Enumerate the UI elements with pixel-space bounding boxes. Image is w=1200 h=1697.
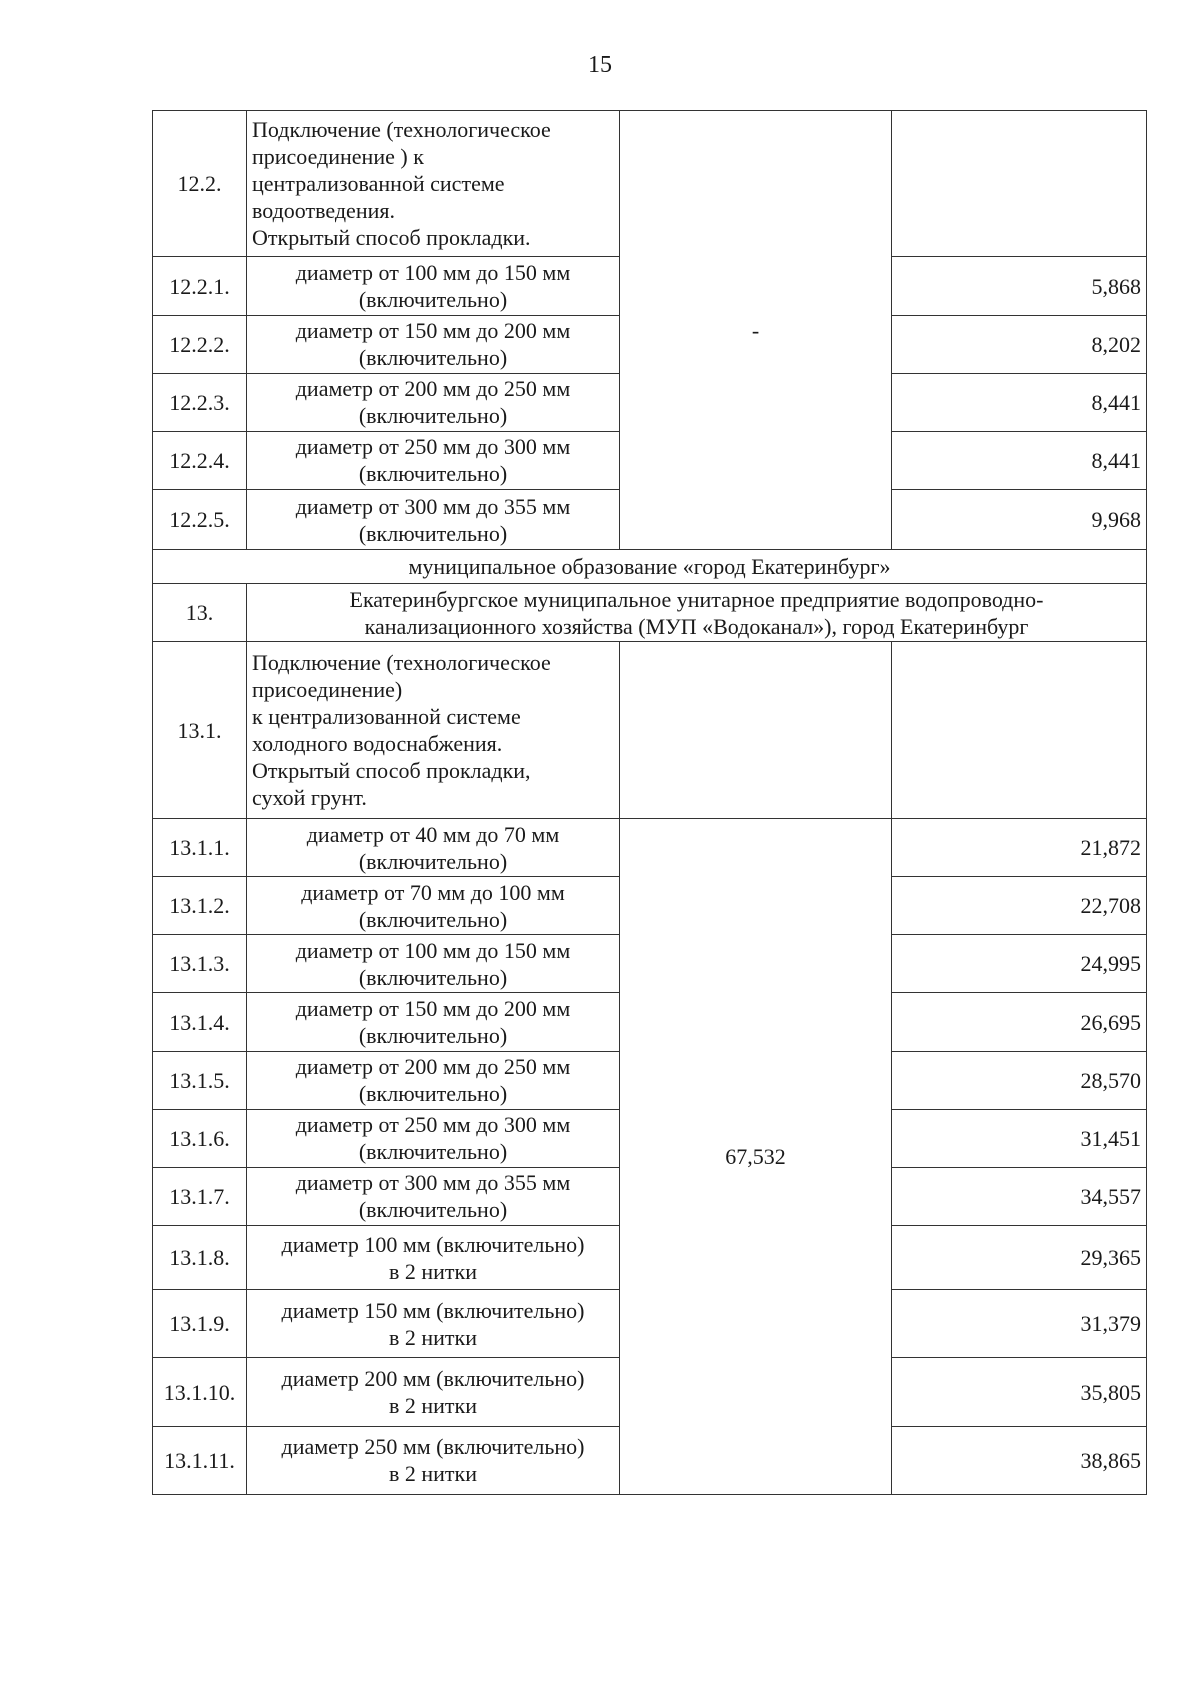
row-number: 13.1.11. [153, 1426, 247, 1494]
row-description: диаметр 200 мм (включительно) в 2 нитки [247, 1358, 620, 1426]
row-description: диаметр от 300 мм до 355 мм (включительно) [247, 490, 620, 550]
row-number: 13.1.9. [153, 1290, 247, 1358]
row-description: диаметр от 250 мм до 300 мм (включительно) [247, 1109, 620, 1167]
row-number: 12.2.2. [153, 315, 247, 373]
row-number: 13.1.4. [153, 993, 247, 1051]
table-row-12-2 [153, 111, 1147, 257]
row-number: 13.1.5. [153, 1051, 247, 1109]
row-value: 8,441 [892, 373, 1147, 431]
row-value: 31,451 [892, 1109, 1147, 1167]
row-number: 12.2.5. [153, 490, 247, 550]
row-description: диаметр от 150 мм до 200 мм (включительно) [247, 993, 620, 1051]
row-description: диаметр от 70 мм до 100 мм (включительно) [247, 877, 620, 935]
row-description: диаметр 150 мм (включительно) в 2 нитки [247, 1290, 620, 1358]
row-description: диаметр от 100 мм до 150 мм (включительно) [247, 257, 620, 315]
row-description: Подключение (технологическое присоединение) к централизованной системе холодного водоснабжения. Открытый способ прокладки, сухой грунт. [247, 642, 620, 819]
row-number: 13.1.2. [153, 877, 247, 935]
row-description: диаметр от 100 мм до 150 мм (включительно) [247, 935, 620, 993]
row-number: 12.2. [153, 111, 247, 257]
row-number: 12.2.4. [153, 431, 247, 489]
municipality-name: муниципальное образование «город Екатеринбург» [153, 550, 1147, 584]
row-value: 22,708 [892, 877, 1147, 935]
row-value: 34,557 [892, 1167, 1147, 1225]
row-number: 13.1.7. [153, 1167, 247, 1225]
row-description: диаметр от 300 мм до 355 мм (включительно) [247, 1167, 620, 1225]
row-description: диаметр от 250 мм до 300 мм (включительно) [247, 431, 620, 489]
row-description: диаметр 250 мм (включительно) в 2 нитки [247, 1426, 620, 1494]
row-value: 8,202 [892, 315, 1147, 373]
row-number: 12.2.1. [153, 257, 247, 315]
row-value: 21,872 [892, 818, 1147, 876]
table-row [153, 818, 1147, 876]
row-description: диаметр 100 мм (включительно) в 2 нитки [247, 1226, 620, 1290]
row-value: 35,805 [892, 1358, 1147, 1426]
municipality-row [153, 550, 1147, 584]
row-value: 31,379 [892, 1290, 1147, 1358]
row-number: 13.1.6. [153, 1109, 247, 1167]
row-value: 29,365 [892, 1226, 1147, 1290]
row-value: 26,695 [892, 993, 1147, 1051]
row-value: 28,570 [892, 1051, 1147, 1109]
page-number: 15 [588, 52, 612, 78]
organization-row [153, 584, 1147, 642]
row-number: 13. [153, 584, 247, 642]
row-number: 13.1.1. [153, 818, 247, 876]
row-number: 13.1.8. [153, 1226, 247, 1290]
merged-value-cell: 67,532 [620, 818, 892, 1494]
row-number: 13.1.3. [153, 935, 247, 993]
empty-value-cell [892, 111, 1147, 257]
merged-value-cell: - [620, 111, 892, 550]
row-description: диаметр от 200 мм до 250 мм (включительно) [247, 373, 620, 431]
empty-value-cell [892, 642, 1147, 819]
row-number: 13.1.10. [153, 1358, 247, 1426]
row-description: Подключение (технологическое присоединение ) к централизованной системе водоотведения. Открытый способ прокладки. [247, 111, 620, 257]
empty-merged-top [620, 642, 892, 819]
row-description: диаметр от 200 мм до 250 мм (включительно) [247, 1051, 620, 1109]
row-value: 5,868 [892, 257, 1147, 315]
row-number: 13.1. [153, 642, 247, 819]
organization-name: Екатеринбургское муниципальное унитарное предприятие водопроводно- канализационного хозяйства (МУП «Водоканал»), город Екатеринбург [247, 584, 1147, 642]
tariff-table [152, 110, 1147, 1495]
row-value: 8,441 [892, 431, 1147, 489]
row-value: 24,995 [892, 935, 1147, 993]
row-description: диаметр от 150 мм до 200 мм (включительно) [247, 315, 620, 373]
row-description: диаметр от 40 мм до 70 мм (включительно) [247, 818, 620, 876]
row-number: 12.2.3. [153, 373, 247, 431]
row-value: 38,865 [892, 1426, 1147, 1494]
row-value: 9,968 [892, 490, 1147, 550]
table-row-13-1 [153, 642, 1147, 819]
